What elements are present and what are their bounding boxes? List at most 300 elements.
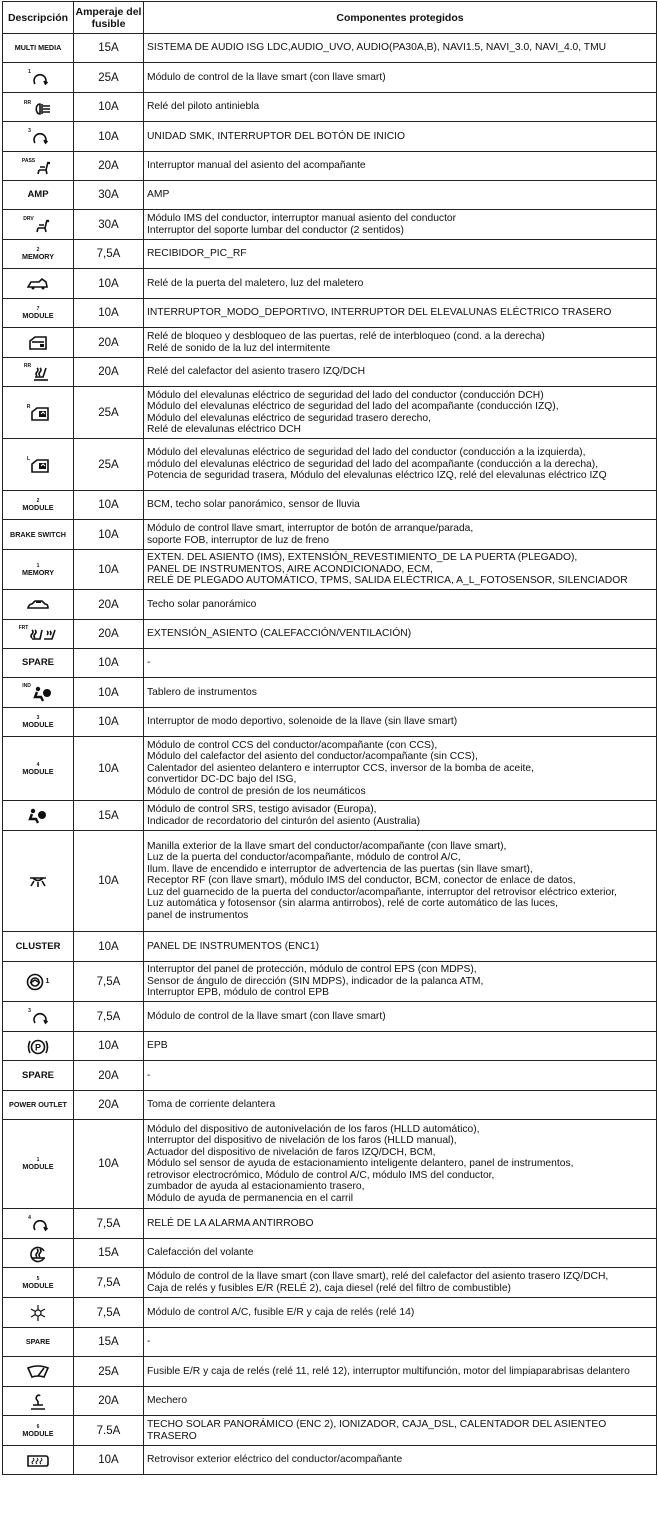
fuse-label: MEMORY bbox=[21, 252, 55, 261]
component-line: Toma de corriente delantera bbox=[147, 1099, 276, 1111]
cigar-lighter-icon bbox=[28, 1393, 48, 1413]
component-line: Fusible E/R y caja de relés (relé 11, relé 12), interruptor multifunción, motor del limpiaparabrisas delantero bbox=[147, 1365, 630, 1377]
component-line: Módulo del calefactor del asiento del conductor/acompañante (sin CCS), bbox=[147, 751, 478, 763]
protected-components bbox=[144, 181, 657, 210]
component-line: Módulo de control de presión de los neumáticos bbox=[147, 785, 366, 797]
table-row bbox=[3, 491, 657, 520]
protected-components bbox=[144, 550, 657, 590]
header-components: Componentes protegidos bbox=[144, 2, 657, 34]
protected-components bbox=[144, 620, 657, 649]
fuse-description bbox=[3, 550, 74, 590]
protected-components bbox=[144, 439, 657, 491]
protected-components bbox=[144, 708, 657, 737]
fuse-description bbox=[3, 1328, 74, 1357]
component-line: Interruptor manual del asiento del acompañante bbox=[147, 160, 366, 172]
fuse-amperage: 10A bbox=[74, 93, 144, 122]
fuse-label: CLUSTER bbox=[15, 940, 61, 952]
fuse-description bbox=[3, 708, 74, 737]
fuse-description bbox=[3, 620, 74, 649]
component-line: Interruptor EPB, módulo de control EPB bbox=[147, 987, 330, 999]
table-row bbox=[3, 1298, 657, 1328]
table-row bbox=[3, 1091, 657, 1120]
table-row bbox=[3, 520, 657, 550]
table-row bbox=[3, 122, 657, 152]
fuse-number: 2 bbox=[36, 247, 40, 253]
component-line: SISTEMA DE AUDIO ISG LDC,AUDIO_UVO, AUDIO(PA30A,B), NAVI1.5, NAVI_3.0, NAVI_4.0, TMU bbox=[147, 42, 607, 54]
component-line: PANEL DE INSTRUMENTOS, AIRE ACONDICIONADO, ECM, bbox=[147, 563, 433, 575]
fuse-amperage: 15A bbox=[74, 34, 144, 63]
fuse-amperage: 25A bbox=[74, 1357, 144, 1387]
protected-components bbox=[144, 737, 657, 801]
component-line: Caja de relés y fusibles E/R (RELÉ 2), caja diesel (relé del filtro de combustible) bbox=[147, 1282, 511, 1294]
component-line: INTERRUPTOR_MODO_DEPORTIVO, INTERRUPTOR DEL ELEVALUNAS ELÉCTRICO TRASERO bbox=[147, 307, 612, 319]
fuse-icon-tag: 1 bbox=[28, 69, 31, 75]
fuse-amperage: 10A bbox=[74, 1120, 144, 1209]
header-row bbox=[3, 2, 657, 34]
component-line: AMP bbox=[147, 189, 170, 201]
component-line: Módulo de control de la llave smart (con llave smart), relé del calefactor del asiento trasero IZQ/DCH, bbox=[147, 1271, 609, 1282]
protected-components bbox=[144, 63, 657, 93]
table-row bbox=[3, 590, 657, 620]
airbag-icon bbox=[32, 686, 54, 704]
fuse-icon-tag: L bbox=[26, 456, 31, 462]
fuse-label: MODULE bbox=[22, 311, 54, 320]
fuse-label: BRAKE SWITCH bbox=[10, 529, 66, 539]
fuse-description bbox=[3, 93, 74, 122]
protected-components bbox=[144, 1061, 657, 1091]
component-line: Tablero de instrumentos bbox=[147, 686, 257, 698]
component-line: RELÉ DE PLEGADO AUTOMÁTICO, TPMS, SALIDA ELÉCTRICA, A_L_FOTOSENSOR, SILENCIADOR bbox=[147, 575, 628, 587]
protected-components bbox=[144, 590, 657, 620]
component-line: Actuador del dispositivo de nivelación de faros IZQ/DCH, BCM, bbox=[147, 1146, 436, 1158]
fuse-number: 1 bbox=[36, 562, 40, 569]
component-line: Módulo de ayuda de permanencia en el carril bbox=[147, 1192, 354, 1204]
component-line: Interruptor de modo deportivo, solenoide de la llave (sin llave smart) bbox=[147, 716, 458, 728]
fuse-icon-tag: 4 bbox=[28, 1215, 31, 1221]
table-row bbox=[3, 1239, 657, 1268]
fuse-description bbox=[3, 491, 74, 520]
protected-components bbox=[144, 1209, 657, 1239]
smart-key-icon bbox=[32, 72, 48, 88]
fuse-amperage: 7,5A bbox=[74, 1298, 144, 1328]
table-row bbox=[3, 1328, 657, 1357]
door-lock-icon bbox=[28, 335, 48, 353]
table-row bbox=[3, 387, 657, 439]
fuse-amperage: 10A bbox=[74, 491, 144, 520]
fuse-description bbox=[3, 1032, 74, 1061]
protected-components bbox=[144, 831, 657, 932]
table-row bbox=[3, 1120, 657, 1209]
fuse-amperage: 7,5A bbox=[74, 1268, 144, 1298]
protected-components bbox=[144, 358, 657, 387]
table-row bbox=[3, 550, 657, 590]
protected-components bbox=[144, 1416, 657, 1446]
component-line: RELÉ DE LA ALARMA ANTIRROBO bbox=[147, 1217, 314, 1229]
component-line: Sensor de ángulo de dirección (SIN MDPS), indicador de la palanca ATM, bbox=[147, 975, 484, 987]
table-row bbox=[3, 962, 657, 1002]
component-line: Interruptor del dispositivo de nivelación de los faros (HLLD manual), bbox=[147, 1135, 457, 1147]
fuse-amperage: 25A bbox=[74, 387, 144, 439]
component-line: Calentador del asienteo delantero e interruptor CCS, inversor de la bomba de aceite, bbox=[147, 762, 534, 774]
component-line: - bbox=[147, 1336, 151, 1348]
steering-heater-icon bbox=[29, 1245, 47, 1265]
fuse-amperage: 7,5A bbox=[74, 1209, 144, 1239]
fuse-description bbox=[3, 1061, 74, 1091]
smart-key-icon bbox=[32, 131, 48, 147]
component-line: EXTENSIÓN_ASIENTO (CALEFACCIÓN/VENTILACIÓN) bbox=[147, 628, 412, 640]
protected-components bbox=[144, 801, 657, 831]
fuse-amperage: 10A bbox=[74, 737, 144, 801]
component-line: Luz automática y fotosensor (sin alarma antirrobos), relé de corte automático de las luces, bbox=[147, 898, 558, 910]
component-line: TECHO SOLAR PANORÁMICO (ENC 2), IONIZADOR, CAJA_DSL, CALENTADOR DEL ASIENTEO bbox=[147, 1419, 607, 1430]
protected-components bbox=[144, 1002, 657, 1032]
fuse-amperage: 25A bbox=[74, 439, 144, 491]
fuse-description bbox=[3, 590, 74, 620]
fuse-amperage: 20A bbox=[74, 328, 144, 358]
component-line: Módulo de control A/C, fusible E/R y caja de relés (relé 14) bbox=[147, 1306, 415, 1318]
power-window-icon bbox=[31, 407, 49, 423]
fuse-icon-tag: RR bbox=[23, 99, 32, 106]
fuse-icon-tag: 1 bbox=[45, 977, 50, 985]
table-row bbox=[3, 620, 657, 649]
component-line: Módulo de control de la llave smart (con llave smart) bbox=[147, 71, 386, 83]
fuse-description bbox=[3, 1357, 74, 1387]
fuse-description bbox=[3, 63, 74, 93]
protected-components bbox=[144, 240, 657, 269]
fuse-label: SPARE bbox=[21, 657, 55, 668]
fuse-description bbox=[3, 831, 74, 932]
fuse-description bbox=[3, 1209, 74, 1239]
component-line: UNIDAD SMK, INTERRUPTOR DEL BOTÓN DE INICIO bbox=[147, 130, 406, 142]
fuse-description bbox=[3, 649, 74, 678]
fuse-description bbox=[3, 181, 74, 210]
fuse-number: 3 bbox=[36, 715, 40, 721]
protected-components bbox=[144, 1387, 657, 1416]
fuse-icon-tag: RR bbox=[23, 362, 32, 369]
fuse-label: MEMORY bbox=[21, 567, 55, 577]
component-line: Indicador de recordatorio del cinturón del asiento (Australia) bbox=[147, 815, 421, 827]
component-line: - bbox=[147, 657, 151, 669]
component-line: Retrovisor exterior eléctrico del conductor/acompañante bbox=[147, 1454, 403, 1466]
component-line: Relé de bloqueo y desbloqueo de las puertas, relé de interbloqueo (cond. a la derecha) bbox=[147, 331, 545, 342]
seat-icon bbox=[36, 161, 54, 177]
fuse-label: MULTI MEDIA bbox=[14, 43, 62, 52]
component-line: Interruptor del soporte lumbar del conductor (2 sentidos) bbox=[147, 224, 404, 236]
fuse-label: MODULE bbox=[22, 1428, 54, 1438]
table-row bbox=[3, 299, 657, 328]
fuse-description bbox=[3, 269, 74, 299]
fuse-description bbox=[3, 152, 74, 181]
fuse-description bbox=[3, 801, 74, 831]
fuse-amperage: 10A bbox=[74, 932, 144, 962]
fuse-amperage: 20A bbox=[74, 1091, 144, 1120]
fuse-label: MODULE bbox=[22, 1162, 54, 1171]
fuse-description bbox=[3, 737, 74, 801]
component-line: Módulo IMS del conductor, interruptor manual asiento del conductor bbox=[147, 213, 457, 224]
table-row bbox=[3, 678, 657, 708]
protected-components bbox=[144, 93, 657, 122]
table-row bbox=[3, 1002, 657, 1032]
fuse-table bbox=[2, 1, 657, 1475]
protected-components bbox=[144, 387, 657, 439]
fuse-label: SPARE bbox=[21, 1069, 55, 1081]
fuse-description bbox=[3, 678, 74, 708]
fuse-amperage: 15A bbox=[74, 801, 144, 831]
component-line: Módulo del elevalunas eléctrico de seguridad del lado del acompañante (conducción IZQ), bbox=[147, 401, 559, 412]
table-row bbox=[3, 439, 657, 491]
fuse-amperage: 10A bbox=[74, 1446, 144, 1475]
fuse-amperage: 20A bbox=[74, 590, 144, 620]
table-row bbox=[3, 649, 657, 678]
fuse-label: MODULE bbox=[22, 766, 54, 776]
table-row bbox=[3, 1268, 657, 1298]
table-row bbox=[3, 1446, 657, 1475]
component-line: Relé de sonido de la luz del intermitente bbox=[147, 342, 331, 354]
table-row bbox=[3, 1387, 657, 1416]
fuse-icon-tag: PASS bbox=[21, 157, 36, 164]
protected-components bbox=[144, 1239, 657, 1268]
component-line: Módulo de control de la llave smart (con llave smart) bbox=[147, 1010, 386, 1022]
fuse-amperage: 10A bbox=[74, 708, 144, 737]
protected-components bbox=[144, 210, 657, 240]
table-row bbox=[3, 152, 657, 181]
component-line: Calefacción del volante bbox=[147, 1247, 254, 1259]
front-seat-heater-icon bbox=[29, 628, 57, 646]
table-row bbox=[3, 1061, 657, 1091]
fuse-number: 1 bbox=[36, 1157, 40, 1163]
component-line: - bbox=[147, 1069, 151, 1081]
table-row bbox=[3, 1032, 657, 1061]
table-row bbox=[3, 831, 657, 932]
fuse-amperage: 10A bbox=[74, 550, 144, 590]
rear-fog-lamp-icon bbox=[32, 103, 52, 117]
fuse-icon-tag: FRT bbox=[18, 624, 29, 631]
fuse-amperage: 7,5A bbox=[74, 1002, 144, 1032]
protected-components bbox=[144, 1446, 657, 1475]
fuse-description bbox=[3, 1268, 74, 1298]
fuse-amperage: 7,5A bbox=[74, 962, 144, 1002]
mirror-heater-icon bbox=[26, 1453, 50, 1471]
component-line: EXTEN. DEL ASIENTO (IMS), EXTENSIÓN_REVESTIMIENTO_DE LA PUERTA (PLEGADO), bbox=[147, 552, 578, 564]
protected-components bbox=[144, 122, 657, 152]
component-line: Luz de la puerta del conductor/acompañante, módulo de control A/C, bbox=[147, 852, 461, 864]
fuse-label: MODULE bbox=[22, 720, 54, 729]
component-line: Interruptor del panel de protección, módulo de control EPS (con MDPS), bbox=[147, 964, 477, 976]
component-line: Mechero bbox=[147, 1395, 188, 1407]
fuse-icon-tag: R bbox=[26, 404, 31, 410]
wiper-icon bbox=[27, 1365, 49, 1381]
protected-components bbox=[144, 491, 657, 520]
protected-components bbox=[144, 1120, 657, 1209]
component-line: Techo solar panorámico bbox=[147, 598, 257, 610]
fuse-description bbox=[3, 240, 74, 269]
fuse-description bbox=[3, 1091, 74, 1120]
header-description: Descripción bbox=[3, 2, 74, 34]
protected-components bbox=[144, 1032, 657, 1061]
table-row bbox=[3, 269, 657, 299]
fuse-description bbox=[3, 299, 74, 328]
fuse-description bbox=[3, 1387, 74, 1416]
fuse-amperage: 7,5A bbox=[74, 240, 144, 269]
fuse-number: 6 bbox=[36, 1423, 40, 1430]
parking-brake-icon bbox=[26, 1038, 50, 1058]
fuse-amperage: 10A bbox=[74, 1032, 144, 1061]
component-line: BCM, techo solar panorámico, sensor de lluvia bbox=[147, 499, 360, 511]
fuse-description bbox=[3, 34, 74, 63]
protected-components bbox=[144, 1091, 657, 1120]
protected-components bbox=[144, 1268, 657, 1298]
component-line: PANEL DE INSTRUMENTOS (ENC1) bbox=[147, 940, 320, 952]
protected-components bbox=[144, 328, 657, 358]
fuse-label: AMP bbox=[27, 189, 49, 200]
smart-key-icon bbox=[32, 1011, 48, 1027]
table-row bbox=[3, 328, 657, 358]
component-line: Luz del guarnecido de la puerta del conductor/acompañante, interruptor del retrovisor eléctrico exterior, bbox=[147, 886, 617, 898]
fuse-description bbox=[3, 210, 74, 240]
fuse-amperage: 30A bbox=[74, 181, 144, 210]
table-row bbox=[3, 240, 657, 269]
fuse-table-body bbox=[3, 34, 657, 1475]
fuse-description bbox=[3, 520, 74, 550]
fuse-amperage: 20A bbox=[74, 358, 144, 387]
table-row bbox=[3, 210, 657, 240]
protected-components bbox=[144, 34, 657, 63]
component-line: soporte FOB, interruptor de luz de freno bbox=[147, 534, 330, 546]
fuse-amperage: 10A bbox=[74, 122, 144, 152]
ac-icon bbox=[29, 1304, 47, 1324]
component-line: Receptor RF (con llave smart), módulo IMS del conductor, BCM, conector de enlace de datos, bbox=[147, 875, 576, 887]
table-row bbox=[3, 708, 657, 737]
fuse-amperage: 10A bbox=[74, 269, 144, 299]
component-line: módulo del elevalunas eléctrico de seguridad del lado del acompañante (conducción a la derecha), bbox=[147, 458, 599, 470]
fuse-description bbox=[3, 439, 74, 491]
fuse-number: 5 bbox=[36, 1275, 40, 1282]
fuse-icon-tag: 3 bbox=[28, 1008, 31, 1014]
fuse-amperage: 10A bbox=[74, 520, 144, 550]
component-line: Ilum. llave de encendido e interruptor de advertencia de las puertas (sin llave smart), bbox=[147, 863, 533, 875]
component-line: Módulo de control SRS, testigo avisador (Europa), bbox=[147, 804, 377, 815]
protected-components bbox=[144, 1298, 657, 1328]
component-line: Módulo del dispositivo de autonivelación de los faros (HLLD automático), bbox=[147, 1123, 480, 1135]
fuse-label: MODULE bbox=[22, 1280, 54, 1290]
fuse-amperage: 10A bbox=[74, 831, 144, 932]
component-line: Relé del piloto antiniebla bbox=[147, 101, 260, 113]
power-window-icon bbox=[31, 459, 49, 475]
fuse-description bbox=[3, 1002, 74, 1032]
table-row bbox=[3, 801, 657, 831]
component-line: EPB bbox=[147, 1040, 168, 1052]
fuse-amperage: 20A bbox=[74, 152, 144, 181]
fuse-amperage: 25A bbox=[74, 63, 144, 93]
fuse-description bbox=[3, 962, 74, 1002]
protected-components bbox=[144, 1328, 657, 1357]
fuse-description bbox=[3, 1120, 74, 1209]
seat-icon bbox=[35, 219, 53, 235]
steering-icon bbox=[26, 973, 44, 993]
component-line: Relé de la puerta del maletero, luz del maletero bbox=[147, 277, 364, 289]
fuse-amperage: 15A bbox=[74, 1239, 144, 1268]
table-row bbox=[3, 737, 657, 801]
header-amperage: Amperaje del fusible bbox=[74, 2, 144, 34]
fuse-label: POWER OUTLET bbox=[9, 1100, 67, 1109]
fuse-icon-tag: DRV bbox=[23, 216, 34, 222]
component-line: Módulo de control CCS del conductor/acompañante (con CCS), bbox=[147, 739, 438, 751]
smart-key-icon bbox=[32, 1218, 48, 1234]
component-line: convertidor DC-DC bajo del ISG, bbox=[147, 774, 297, 786]
component-line: Relé del calefactor del asiento trasero IZQ/DCH bbox=[147, 366, 366, 378]
fuse-description bbox=[3, 1446, 74, 1475]
fuse-amperage: 10A bbox=[74, 678, 144, 708]
table-row bbox=[3, 93, 657, 122]
fuse-amperage: 20A bbox=[74, 1387, 144, 1416]
fuse-description bbox=[3, 932, 74, 962]
component-line: Manilla exterior de la llave smart del conductor/acompañante (con llave smart), bbox=[147, 840, 507, 852]
table-row bbox=[3, 932, 657, 962]
fuse-icon-tag: IND bbox=[22, 683, 31, 689]
fuse-amperage: 20A bbox=[74, 620, 144, 649]
fuse-description bbox=[3, 122, 74, 152]
component-line: Módulo del elevalunas eléctrico de seguridad del lado del conductor (conducción a la izquierda), bbox=[147, 447, 586, 459]
component-line: zumbador de ayuda al estacionamiento trasero, bbox=[147, 1181, 365, 1193]
protected-components bbox=[144, 932, 657, 962]
table-row bbox=[3, 1357, 657, 1387]
component-line: Módulo del elevalunas eléctrico de seguridad trasero derecho, bbox=[147, 412, 431, 424]
fuse-label: MODULE bbox=[22, 503, 54, 512]
airbag-icon bbox=[27, 808, 49, 826]
component-line: Módulo de control llave smart, interruptor de botón de arranque/parada, bbox=[147, 523, 474, 534]
fuse-description bbox=[3, 1298, 74, 1328]
table-row bbox=[3, 63, 657, 93]
component-line: TRASERO bbox=[147, 1430, 197, 1442]
sunroof-icon bbox=[27, 599, 49, 613]
fuse-amperage: 15A bbox=[74, 1328, 144, 1357]
protected-components bbox=[144, 269, 657, 299]
fuse-label: SPARE bbox=[25, 1337, 51, 1346]
component-line: RECIBIDOR_PIC_RF bbox=[147, 248, 247, 260]
fuse-number: 2 bbox=[36, 498, 40, 504]
component-line: Relé de elevalunas eléctrico DCH bbox=[147, 424, 301, 435]
table-row bbox=[3, 1209, 657, 1239]
svg-text:P: P bbox=[34, 1042, 42, 1052]
fuse-amperage: 10A bbox=[74, 649, 144, 678]
component-line: Módulo del elevalunas eléctrico de seguridad del lado del conductor (conducción DCH) bbox=[147, 389, 544, 401]
fuse-number: 7 bbox=[36, 306, 40, 312]
fuse-description bbox=[3, 387, 74, 439]
fuse-amperage: 30A bbox=[74, 210, 144, 240]
table-row bbox=[3, 34, 657, 63]
protected-components bbox=[144, 962, 657, 1002]
component-line: retrovisor electrocrómico, Módulo de control A/C, módulo IMS del conductor, bbox=[147, 1169, 495, 1181]
protected-components bbox=[144, 520, 657, 550]
fuse-icon-tag: 3 bbox=[28, 128, 31, 134]
protected-components bbox=[144, 299, 657, 328]
component-line: panel de instrumentos bbox=[147, 909, 249, 921]
fuse-description bbox=[3, 358, 74, 387]
table-row bbox=[3, 358, 657, 387]
fuse-amperage: 10A bbox=[74, 299, 144, 328]
protected-components bbox=[144, 678, 657, 708]
table-row bbox=[3, 1416, 657, 1446]
seat-heater-icon bbox=[32, 366, 52, 384]
protected-components bbox=[144, 152, 657, 181]
protected-components bbox=[144, 1357, 657, 1387]
component-line: Potencia de seguridad trasera, Módulo del elevalunas eléctrico IZQ, relé del elevalunas eléctrico IZQ bbox=[147, 470, 607, 482]
trunk-icon bbox=[27, 278, 49, 292]
fuse-description bbox=[3, 328, 74, 358]
component-line: Módulo sel sensor de ayuda de estacionamiento inteligente delantero, panel de instrumentos, bbox=[147, 1158, 574, 1170]
protected-components bbox=[144, 649, 657, 678]
fuse-number: 4 bbox=[36, 761, 40, 768]
